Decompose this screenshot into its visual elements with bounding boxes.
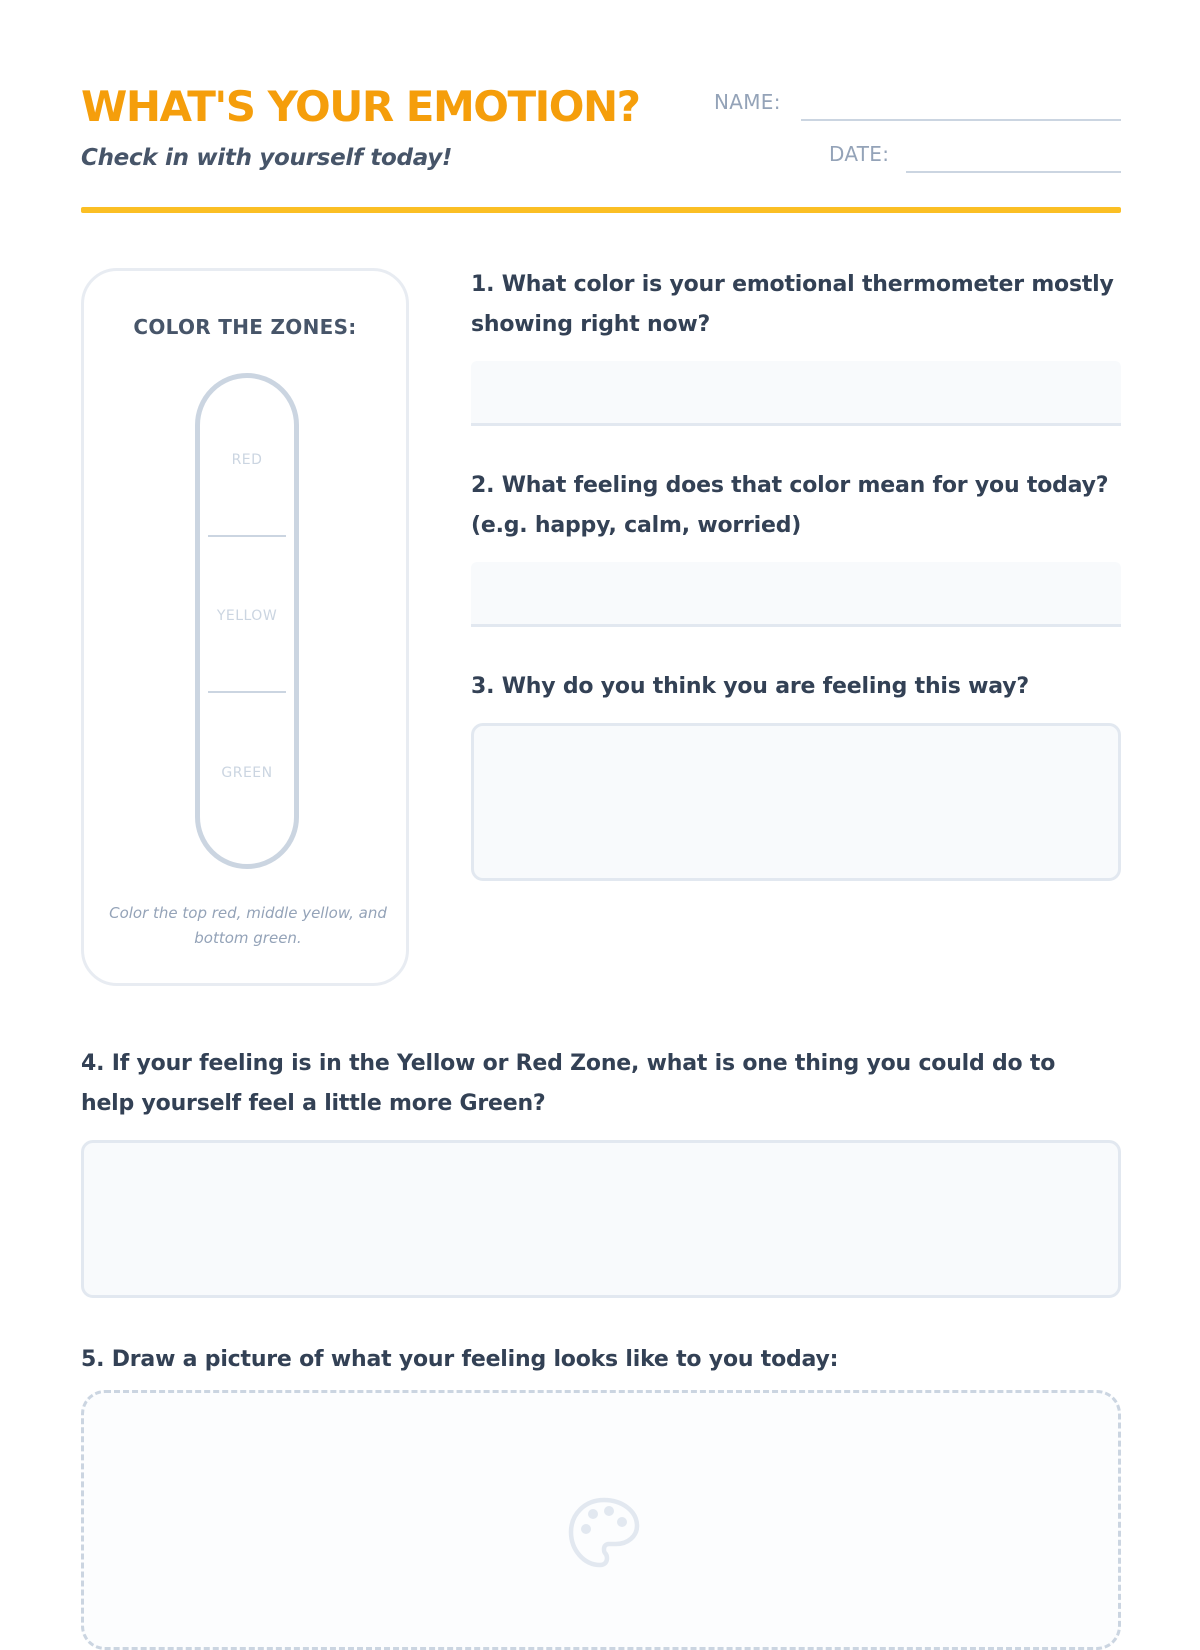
answer-3-field[interactable] xyxy=(471,723,1121,881)
question-1: 1. What color is your emotional thermometer mostly showing right now? xyxy=(471,272,1114,337)
answer-1-field[interactable] xyxy=(471,361,1121,426)
name-field[interactable] xyxy=(801,119,1121,121)
name-label: NAME: xyxy=(714,90,781,114)
zone-divider-lower xyxy=(208,691,286,693)
page-title: WHAT'S YOUR EMOTION? xyxy=(81,82,640,131)
answer-4-field[interactable] xyxy=(81,1140,1121,1298)
zone-divider-upper xyxy=(208,535,286,537)
question-5: 5. Draw a picture of what your feeling looks like to you today: xyxy=(81,1347,839,1372)
emotion-thermometer[interactable] xyxy=(195,373,299,869)
zone-label-green: GREEN xyxy=(221,765,273,781)
worksheet-header xyxy=(81,0,1121,215)
drawing-area[interactable] xyxy=(81,1390,1121,1650)
worksheet-page xyxy=(81,0,1121,1600)
date-field[interactable] xyxy=(906,171,1121,173)
answer-2-field[interactable] xyxy=(471,562,1121,627)
palette-icon xyxy=(566,1495,642,1571)
zones-instructions: Color the top red, middle yellow, and bottom green. xyxy=(109,904,387,947)
zones-heading: COLOR THE ZONES: xyxy=(133,315,357,339)
header-divider xyxy=(81,207,1121,213)
date-label: DATE: xyxy=(829,142,890,166)
question-3: 3. Why do you think you are feeling this way? xyxy=(471,674,1029,699)
page-subtitle: Check in with yourself today! xyxy=(81,145,453,171)
question-4: 4. If your feeling is in the Yellow or Red Zone, what is one thing you could do to help yourself feel a little more Green? xyxy=(81,1051,1056,1116)
zone-label-yellow: YELLOW xyxy=(216,608,278,624)
zones-card xyxy=(81,268,409,986)
question-2: 2. What feeling does that color mean for you today? (e.g. happy, calm, worried) xyxy=(471,473,1109,538)
zone-label-red: RED xyxy=(231,452,263,468)
